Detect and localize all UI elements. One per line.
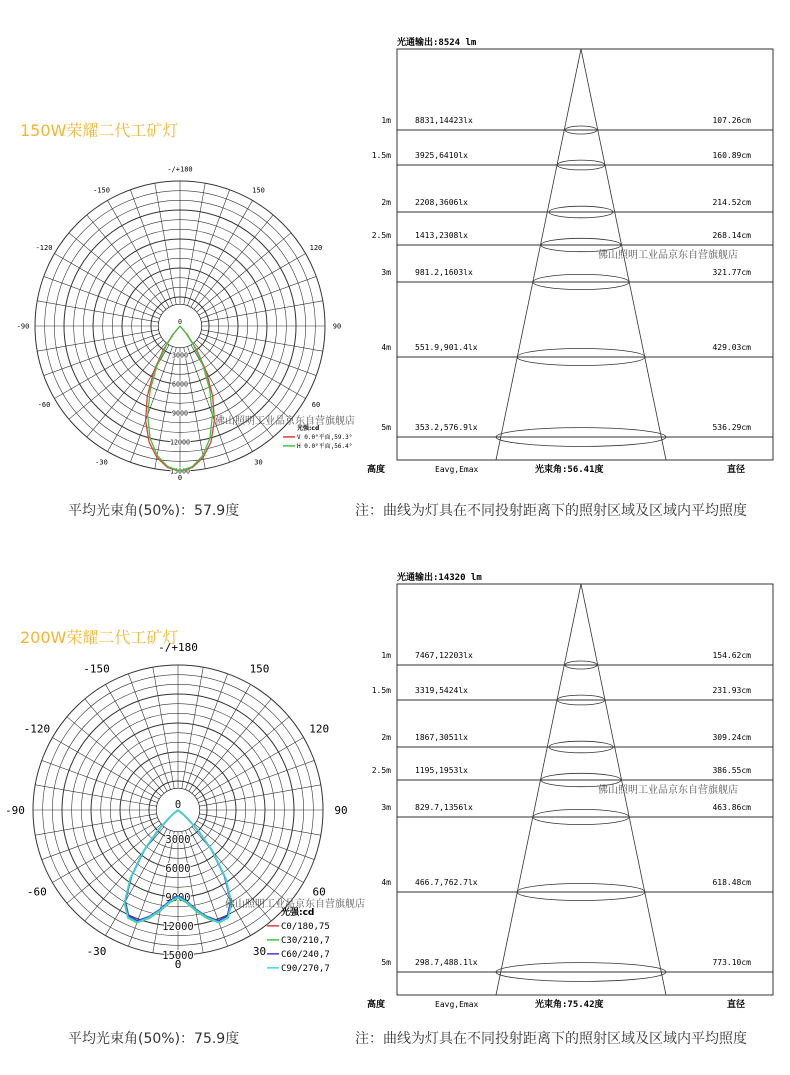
watermark: 佛山照明工业品京东自营旗舰店 bbox=[215, 416, 355, 427]
diameter-value: 214.52cm bbox=[712, 198, 751, 207]
diameter-value: 386.55cm bbox=[712, 766, 751, 775]
polar-radial-label: 9000 bbox=[165, 891, 191, 904]
illuminance-value: 8831,14423lx bbox=[415, 116, 473, 125]
diameter-value: 160.89cm bbox=[712, 151, 751, 160]
legend-label: C0/180,75 bbox=[281, 922, 330, 932]
polar-angle-label: -120 bbox=[23, 722, 51, 736]
footer-diameter: 直径 bbox=[727, 465, 746, 475]
note-caption: 注：曲线为灯具在不同投射距离下的照射区域及区域内平均照度 bbox=[355, 1031, 747, 1047]
cone-title: 光通输出:14320 lm bbox=[397, 573, 482, 583]
polar-angle-label: 120 bbox=[309, 243, 323, 252]
diameter-value: 773.10cm bbox=[712, 958, 751, 967]
polar-angle-label: -30 bbox=[95, 458, 108, 467]
illuminance-value: 2208,3606lx bbox=[415, 198, 468, 207]
footer-height: 高度 bbox=[367, 465, 386, 475]
polar-angle-label: -60 bbox=[37, 400, 51, 409]
diameter-value: 154.62cm bbox=[712, 651, 751, 660]
product-title: 200W荣耀二代工矿灯 bbox=[20, 628, 179, 647]
beam-angle-caption: 平均光束角(50%)：57.9度 bbox=[68, 503, 240, 519]
height-label: 5m bbox=[381, 423, 391, 432]
polar-angle-label: -/+180 bbox=[158, 640, 198, 654]
polar-radial-label: 15000 bbox=[170, 467, 190, 476]
beam-angle-caption: 平均光束角(50%)：75.9度 bbox=[68, 1031, 240, 1047]
height-label: 2m bbox=[381, 198, 391, 207]
diameter-value: 463.86cm bbox=[712, 803, 751, 812]
polar-radial-label: 12000 bbox=[162, 920, 194, 933]
cone-chart bbox=[355, 32, 785, 482]
illuminance-value: 3925,6410lx bbox=[415, 151, 468, 160]
height-label: 1.5m bbox=[371, 686, 391, 695]
illuminance-value: 353.2,576.9lx bbox=[415, 423, 478, 432]
height-label: 2.5m bbox=[371, 231, 391, 240]
illuminance-value: 466.7,762.7lx bbox=[415, 878, 478, 887]
watermark: 佛山照明工业品京东自营旗舰店 bbox=[598, 785, 738, 796]
legend-label: H 0.0°平面,56.4° bbox=[297, 443, 353, 450]
polar-angle-label: -/+180 bbox=[167, 165, 193, 174]
height-label: 1m bbox=[381, 116, 391, 125]
cone-edge bbox=[496, 49, 581, 460]
polar-radial-label: 6000 bbox=[165, 862, 191, 875]
illuminance-value: 1413,2308lx bbox=[415, 231, 468, 240]
height-label: 1m bbox=[381, 651, 391, 660]
diameter-value: 309.24cm bbox=[712, 733, 751, 742]
polar-angle-label: 60 bbox=[312, 885, 326, 899]
footer-beam-angle: 光束角:56.41度 bbox=[535, 465, 604, 475]
diameter-value: 536.29cm bbox=[712, 423, 751, 432]
polar-radial-label: 0 bbox=[174, 799, 182, 811]
height-label: 2m bbox=[381, 733, 391, 742]
cone-edge bbox=[496, 584, 581, 995]
polar-angle-label: 30 bbox=[252, 945, 267, 959]
footer-eavg: Eavg,Emax bbox=[435, 1000, 479, 1009]
polar-angle-label: 0 bbox=[177, 474, 183, 482]
polar-angle-label: 90 bbox=[332, 322, 342, 331]
height-label: 5m bbox=[381, 958, 391, 967]
polar-radial-label: 9000 bbox=[172, 409, 188, 418]
height-label: 3m bbox=[381, 803, 391, 812]
legend-label: V 0.0°平面,59.3° bbox=[297, 434, 353, 441]
illuminance-value: 981.2,1603lx bbox=[415, 268, 473, 277]
polar-angle-label: -90 bbox=[16, 322, 30, 331]
height-label: 3m bbox=[381, 268, 391, 277]
legend-label: C90/270,7 bbox=[281, 964, 330, 974]
footer-diameter: 直径 bbox=[727, 1000, 746, 1010]
polar-angle-label: 90 bbox=[334, 803, 348, 817]
product-title: 150W荣耀二代工矿灯 bbox=[20, 121, 179, 140]
polar-radial-label: 3000 bbox=[165, 833, 191, 846]
height-label: 4m bbox=[381, 343, 391, 352]
polar-angle-label: -30 bbox=[86, 945, 107, 959]
polar-angle-label: 150 bbox=[249, 662, 270, 676]
cone-chart bbox=[355, 567, 785, 1017]
polar-angle-label: 120 bbox=[309, 722, 330, 736]
diameter-value: 321.77cm bbox=[712, 268, 751, 277]
polar-radial-label: 6000 bbox=[172, 380, 188, 389]
polar-radial-label: 15000 bbox=[162, 949, 194, 962]
legend-label: C30/210,7 bbox=[281, 936, 330, 946]
polar-radial-label: 3000 bbox=[172, 351, 188, 360]
polar-radial-label: 0 bbox=[178, 318, 182, 326]
diameter-value: 107.26cm bbox=[712, 116, 751, 125]
height-label: 1.5m bbox=[371, 151, 391, 160]
note-caption: 注：曲线为灯具在不同投射距离下的照射区域及区域内平均照度 bbox=[355, 503, 747, 519]
polar-angle-label: -120 bbox=[35, 243, 53, 252]
diameter-value: 268.14cm bbox=[712, 231, 751, 240]
legend-label: C60/240,7 bbox=[281, 950, 330, 960]
illuminance-value: 3319,5424lx bbox=[415, 686, 468, 695]
illuminance-value: 1867,3051lx bbox=[415, 733, 468, 742]
height-label: 4m bbox=[381, 878, 391, 887]
polar-angle-label: -150 bbox=[93, 186, 110, 195]
cone-title: 光通输出:8524 lm bbox=[397, 38, 477, 48]
polar-chart bbox=[15, 165, 355, 498]
polar-angle-label: 150 bbox=[252, 186, 265, 195]
height-label: 2.5m bbox=[371, 766, 391, 775]
panel-200w bbox=[0, 540, 790, 1075]
polar-angle-label: -90 bbox=[5, 803, 25, 817]
footer-beam-angle: 光束角:75.42度 bbox=[535, 1000, 604, 1010]
legend-title: 光强:cd bbox=[297, 425, 320, 432]
legend-title: 光强:cd bbox=[281, 908, 315, 918]
watermark: 佛山照明工业品京东自营旗舰店 bbox=[225, 899, 365, 910]
illuminance-value: 551.9,901.4lx bbox=[415, 343, 478, 352]
watermark: 佛山照明工业品京东自营旗舰店 bbox=[598, 250, 738, 261]
illuminance-value: 829.7,1356lx bbox=[415, 803, 473, 812]
polar-angle-label: -60 bbox=[26, 885, 47, 899]
polar-chart bbox=[5, 640, 365, 995]
diameter-value: 231.93cm bbox=[712, 686, 751, 695]
illuminance-value: 298.7,488.1lx bbox=[415, 958, 478, 967]
footer-height: 高度 bbox=[367, 1000, 386, 1010]
polar-angle-label: 0 bbox=[174, 958, 182, 971]
diameter-value: 429.03cm bbox=[712, 343, 751, 352]
illuminance-value: 7467,12203lx bbox=[415, 651, 473, 660]
polar-angle-label: 30 bbox=[254, 458, 263, 467]
polar-angle-label: 60 bbox=[311, 400, 321, 409]
illuminance-value: 1195,1953lx bbox=[415, 766, 468, 775]
diameter-value: 618.48cm bbox=[712, 878, 751, 887]
footer-eavg: Eavg,Emax bbox=[435, 465, 479, 474]
polar-angle-label: -150 bbox=[83, 662, 110, 676]
polar-radial-label: 12000 bbox=[170, 438, 190, 447]
